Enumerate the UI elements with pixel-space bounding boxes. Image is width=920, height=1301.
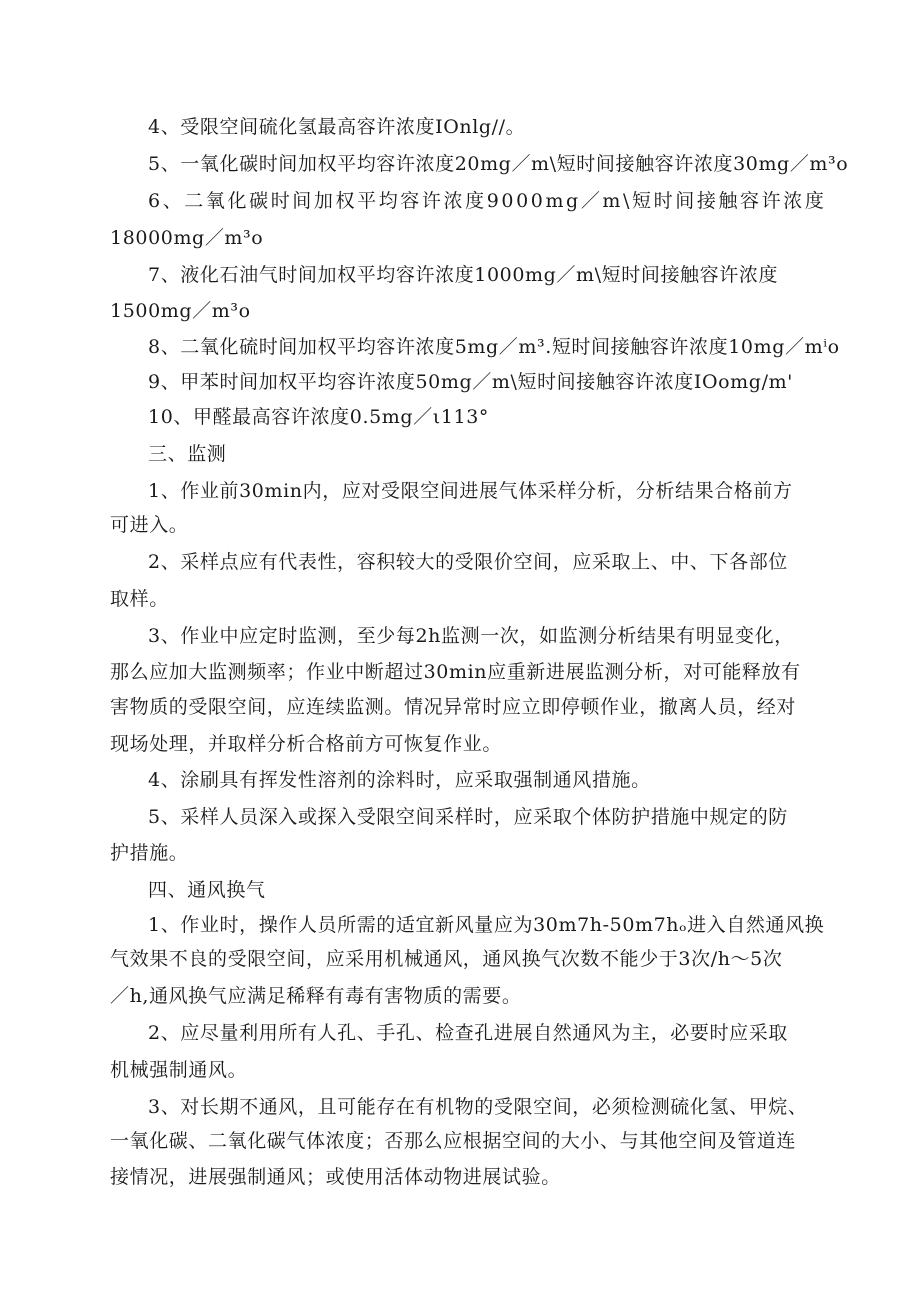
section-heading-monitoring: 三、监测 — [148, 443, 227, 465]
paragraph-item-7: 7、液化石油气时间加权平均容许浓度1000mg／m\短时间接触容许浓度 — [148, 264, 779, 286]
ventilation-item-1-cont-2: ／h,通风换气应满足稀释有毒有害物质的需要。 — [110, 985, 522, 1007]
monitoring-item-4: 4、涂刷具有挥发性溶剂的涂料时，应采取强制通风措施。 — [148, 769, 651, 791]
ventilation-item-1-cont-1: 气效果不良的受限空间，应采用机械通风，通风换气次数不能少于3次/h～5次 — [110, 948, 783, 970]
paragraph-item-9: 9、甲苯时间加权平均容许浓度50mg／m\短时间接触容许浓度IOomg/m' — [148, 371, 794, 393]
section-heading-ventilation: 四、通风换气 — [148, 879, 266, 901]
paragraph-item-6-cont: 18000mg／m³o — [110, 227, 264, 249]
ventilation-item-2-cont: 机械强制通风。 — [110, 1059, 248, 1081]
paragraph-item-8: 8、二氧化硫时间加权平均容许浓度5mg／m³.短时间接触容许浓度10mg／mⁱo — [148, 336, 840, 358]
paragraph-item-5: 5、一氧化碳时间加权平均容许浓度20mg／m\短时间接触容许浓度30mg／m³o — [148, 153, 849, 175]
ventilation-item-3-cont-2: 接情况，进展强制通风；或使用活体动物进展试验。 — [110, 1166, 561, 1188]
monitoring-item-1-cont: 可进入。 — [110, 514, 189, 536]
ventilation-item-3-cont-1: 一氧化碳、二氧化碳气体浓度；否那么应根据空间的大小、与其他空间及管道连 — [110, 1130, 797, 1152]
paragraph-item-6: 6、二氧化碳时间加权平均容许浓度9000mg／m\短时间接触容许浓度 — [148, 190, 827, 212]
monitoring-item-3-cont-3: 现场处理，并取样分析合格前方可恢复作业。 — [110, 733, 503, 755]
monitoring-item-3-cont-2: 害物质的受限空间，应连续监测。情况异常时应立即停顿作业，撤离人员，经对 — [110, 696, 797, 718]
monitoring-item-3: 3、作业中应定时监测，至少每2h监测一次，如监测分析结果有明显变化， — [148, 625, 794, 647]
monitoring-item-2-cont: 取样。 — [110, 588, 169, 610]
paragraph-item-4: 4、受限空间硫化氢最高容许浓度IOnlg//。 — [148, 116, 526, 138]
paragraph-item-7-cont: 1500mg／m³o — [110, 300, 251, 322]
ventilation-item-3: 3、对长期不通风，且可能存在有机物的受限空间，必须检测硫化氢、甲烷、 — [148, 1096, 808, 1118]
paragraph-item-10: 10、甲醛最高容许浓度0.5mg／ι113° — [148, 406, 489, 428]
monitoring-item-5: 5、采样人员深入或探入受限空间采样时，应采取个体防护措施中规定的防 — [148, 806, 788, 828]
monitoring-item-5-cont: 护措施。 — [110, 842, 189, 864]
monitoring-item-2: 2、采样点应有代表性，容积较大的受限价空间，应采取上、中、下各部位 — [148, 551, 788, 573]
monitoring-item-1: 1、作业前30min内，应对受限空间进展气体采样分析，分析结果合格前方 — [148, 480, 793, 502]
monitoring-item-3-cont-1: 那么应加大监测频率；作业中断超过30min应重新进展监测分析，对可能释放有 — [110, 661, 801, 683]
ventilation-item-2: 2、应尽量利用所有人孔、手孔、检查孔进展自然通风为主，必要时应采取 — [148, 1022, 788, 1044]
ventilation-item-1: 1、作业时，操作人员所需的适宜新风量应为30m7h-50m7hₒ进入自然通风换 — [148, 914, 825, 936]
